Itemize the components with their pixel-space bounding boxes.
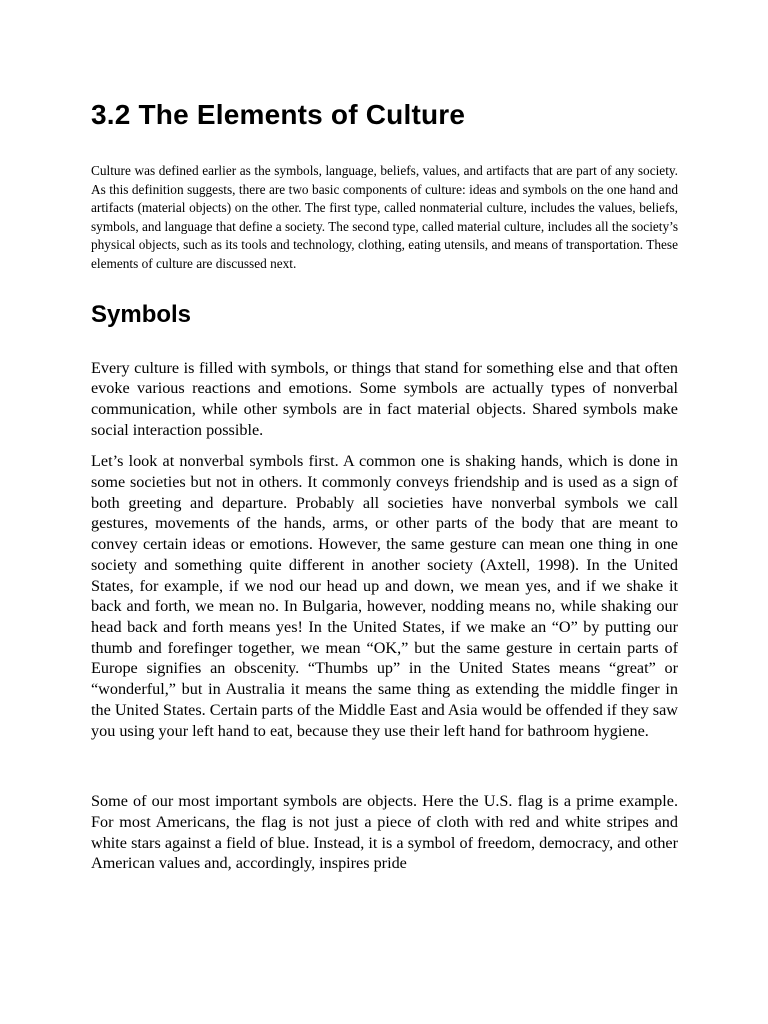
body-paragraph: Every culture is filled with symbols, or things that stand for something else and that often evoke various reactions and emotions. Some symbols are actually types of nonverbal communication, while other symbols are in fact material objects. Shared symbols make social interaction possible. <box>91 358 678 439</box>
subsection-heading-symbols: Symbols <box>91 300 192 328</box>
page-content <box>91 98 678 874</box>
section-heading-main: 3.2 The Elements of Culture <box>91 99 466 130</box>
body-paragraph: Let’s look at nonverbal symbols first. A common one is shaking hands, which is done in some societies but not in others. It commonly conveys friendship and is used as a sign of both greeting and departure. Probably all societies have nonverbal symbols we call gestures, movements of the hands, arms, or other parts of the body that are meant to convey certain ideas or emotions. However, the same gesture can mean one thing in one society and something quite different in another society (Axtell, 1998). In the United States, for example, if we nod our head up and down, we mean yes, and if we shake it back and forth, we mean no. In Bulgaria, however, nodding means no, while shaking our head back and forth means yes! In the United States, if we make an “O” by putting our thumb and forefinger together, we mean “OK,” but the same gesture in certain parts of Europe signifies an obscenity. “Thumbs up” in the United States means “great” or “wonderful,” but in Australia it means the same thing as extending the middle finger in the United States. Certain parts of the Middle East and Asia would be offended if they saw you using your left hand to eat, because they use their left hand for bathroom hygiene. <box>91 452 678 740</box>
intro-paragraph: Culture was defined earlier as the symbols, language, beliefs, values, and artifacts that are part of any society. As this definition suggests, there are two basic components of culture: ideas and symbols on the one hand and artifacts (material objects) on the other. The first type, called nonmaterial culture, includes the values, beliefs, symbols, and language that define a society. The second type, called material culture, includes all the society’s physical objects, such as its tools and technology, clothing, eating utensils, and means of transportation. These elements of culture are discussed next. <box>91 163 678 271</box>
body-paragraph: Some of our most important symbols are objects. Here the U.S. flag is a prime example. For most Americans, the flag is not just a piece of cloth with red and white stripes and white stars against a field of blue. Instead, it is a symbol of freedom, democracy, and other American values and, accordingly, inspires pride <box>91 792 678 873</box>
